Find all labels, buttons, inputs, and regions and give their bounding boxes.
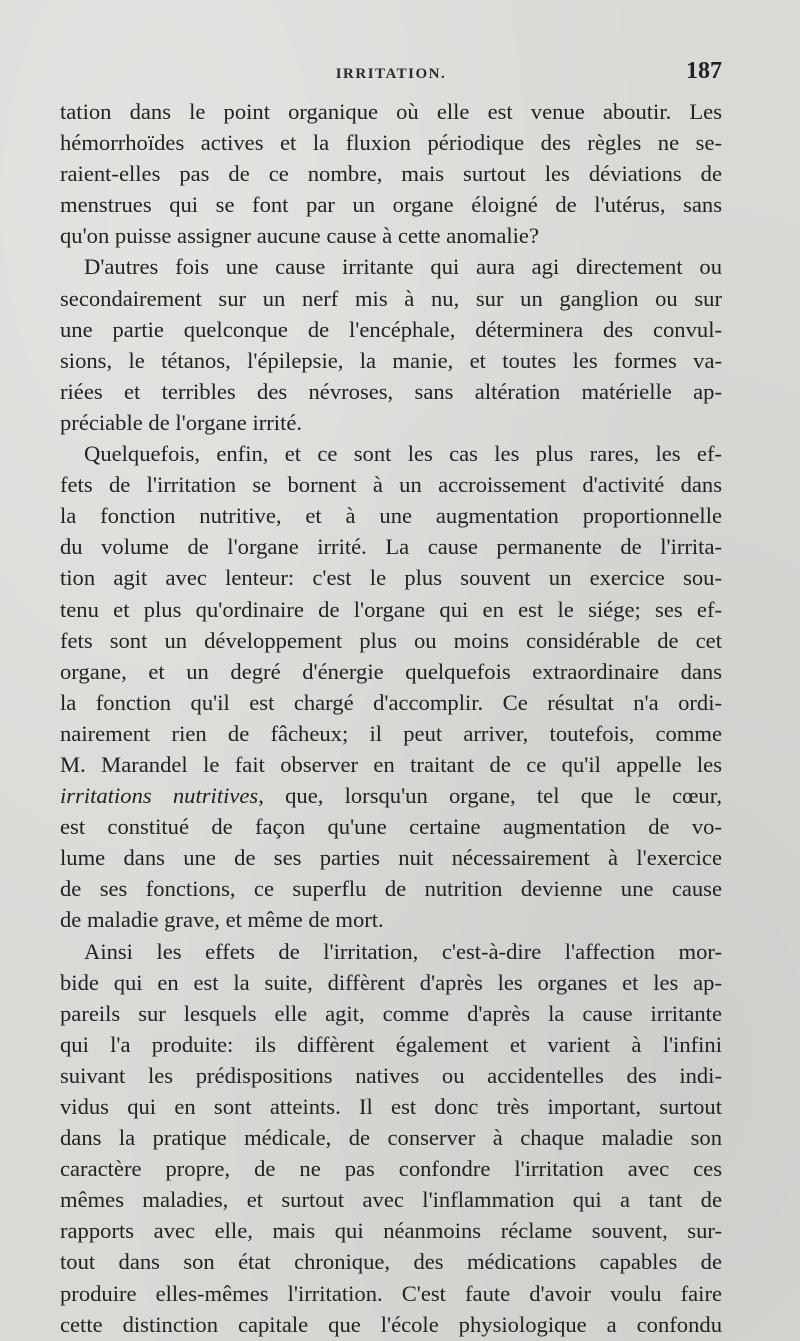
text-line: mêmes maladies, et surtout avec l'inflammation qui a tant de: [60, 1187, 722, 1213]
text-line: rapports avec elle, mais qui néanmoins réclame souvent, sur-: [60, 1218, 722, 1244]
text-line: préciable de l'organe irrité.: [60, 409, 303, 435]
text-line: qu'on puisse assigner aucune cause à cette anomalie?: [60, 223, 539, 249]
text-line: hémorrhoïdes actives et la fluxion périodique des règles ne se-: [60, 130, 722, 156]
running-head: [60, 58, 722, 94]
text-line: cette distinction capitale que l'école physiologique a confondu: [60, 1311, 722, 1337]
text-line: qui l'a produite: ils diffèrent également et varient à l'infini: [60, 1031, 722, 1057]
text-line: est constitué de façon qu'une certaine augmentation de vo-: [60, 814, 722, 840]
text-line: secondairement sur un nerf mis à nu, sur un ganglion ou sur: [60, 285, 722, 311]
text-line: M. Marandel le fait observer en traitant de ce qu'il appelle les: [60, 751, 722, 777]
text-line: nairement rien de fâcheux; il peut arriver, toutefois, comme: [60, 720, 722, 746]
text-line: tion agit avec lenteur: c'est le plus souvent un exercice sou-: [60, 565, 722, 591]
text-line: raient-elles pas de ce nombre, mais surtout les déviations de: [60, 161, 722, 187]
text-line: pareils sur lesquels elle agit, comme d'après la cause irritante: [60, 1000, 722, 1026]
text-line: [60, 780, 722, 811]
text-line: la fonction qu'il est chargé d'accomplir. Ce résultat n'a ordi-: [60, 689, 722, 715]
text-line: dans la pratique médicale, de conserver à chaque maladie son: [60, 1125, 722, 1151]
italic-term: irritations nutritives: [60, 783, 259, 809]
text-line: vidus qui en sont atteints. Il est donc très important, surtout: [60, 1094, 722, 1119]
text-line: suivant les prédispositions natives ou accidentelles des indi-: [60, 1062, 722, 1088]
text-line: tout dans son état chronique, des médications capables de: [60, 1249, 722, 1275]
text-line: Ainsi les effets de l'irritation, c'est-à-dire l'affection mor-: [84, 938, 722, 964]
text-line: caractère propre, de ne pas confondre l'irritation avec ces: [60, 1156, 722, 1182]
text-line: organe, et un degré d'énergie quelquefois extraordinaire dans: [60, 658, 722, 684]
text-line: tation dans le point organique où elle est venue aboutir. Les: [60, 99, 722, 124]
text-line: du volume de l'organe irrité. La cause permanente de l'irrita-: [60, 534, 722, 560]
text-line: D'autres fois une cause irritante qui aura agi directement ou: [84, 254, 722, 280]
text-line: sions, le tétanos, l'épilepsie, la manie, et toutes les formes va-: [60, 347, 722, 373]
text-line-rest: , que, lorsqu'un organe, tel que le cœur,: [258, 783, 722, 809]
text-line: une partie quelconque de l'encéphale, déterminera des convul-: [60, 316, 722, 342]
text-line: de maladie grave, et même de mort.: [60, 907, 384, 933]
text-line: fets sont un développement plus ou moins considérable de cet: [60, 627, 722, 653]
text-line: la fonction nutritive, et à une augmentation proportionnelle: [60, 503, 722, 529]
body-text: [60, 96, 722, 1340]
text-line: lume dans une de ses parties nuit nécessairement à l'exercice: [60, 845, 722, 871]
text-line: Quelquefois, enfin, et ce sont les cas les plus rares, les ef-: [84, 441, 722, 467]
text-line: riées et terribles des névroses, sans altération matérielle ap-: [60, 378, 722, 404]
text-line: de ses fonctions, ce superflu de nutrition devienne une cause: [60, 876, 722, 902]
text-line: fets de l'irritation se bornent à un accroissement d'activité dans: [60, 472, 722, 498]
text-line: bide qui en est la suite, diffèrent d'après les organes et les ap-: [60, 969, 722, 995]
text-line: menstrues qui se font par un organe éloigné de l'utérus, sans: [60, 192, 722, 218]
page-number: 187: [686, 58, 722, 84]
running-title: IRRITATION.: [335, 66, 447, 82]
text-line: produire elles-mêmes l'irritation. C'est faute d'avoir voulu faire: [60, 1280, 722, 1306]
text-line: tenu et plus qu'ordinaire de l'organe qui en est le siége; ses ef-: [60, 596, 722, 622]
